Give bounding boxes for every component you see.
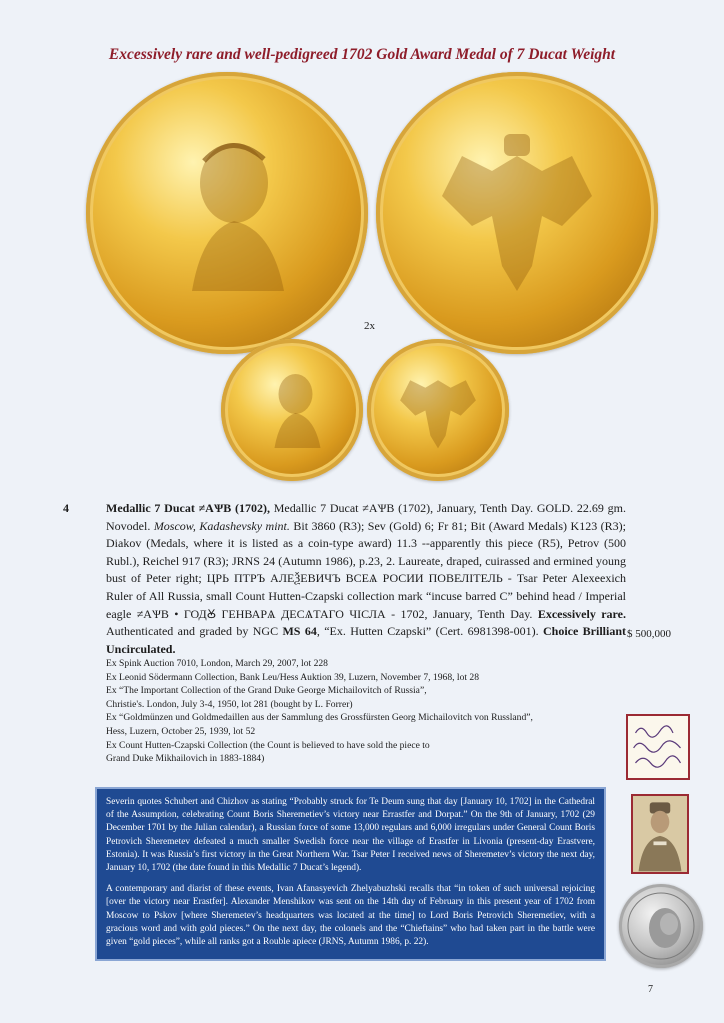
silver-medal-icon [619,884,703,968]
provenance-line: Ex Leonid Södermann Collection, Bank Leu/Hess Auktion 39, Luzern, November 7, 1968, lot 28 [106,671,480,683]
portrait-photo-icon [633,796,687,872]
provenance-list [106,657,533,766]
lot-text: Medallic 7 Ducat ≠АѰВ (1702), January, Tenth Day. GOLD. 22.69 gm. Novodel. [106,501,627,533]
lot-grade: MS 64 [282,624,317,639]
scale-label: 2x [364,320,375,332]
lot-price: $ 500,000 [627,628,671,640]
provenance-line: Grand Duke Mikhailovich in 1883-1884) [106,753,265,765]
portrait-photo [631,794,689,874]
coin-reverse-large [376,72,658,354]
lot-condition: Choice Brilliant Uncirculated. [106,624,627,656]
coin-reverse-small [367,339,509,481]
lot-description [106,500,626,658]
silver-medal [619,884,703,968]
double-headed-eagle-icon [390,360,486,460]
provenance-line: Christie's. London, July 3-4, 1950, lot 281 (bought by L. Forrer) [106,698,353,710]
provenance-line: Hess, Luzern, October 25, 1939, lot 52 [106,725,256,737]
signature-image [626,714,690,780]
lot-number: 4 [63,501,69,515]
coin-obverse-small [221,339,363,481]
signature-icon [628,716,688,778]
note-paragraph: Severin quotes Schubert and Chizhov as stating “Probably struck for Te Deum sung that day [January 10, 1702] in the Cathedral of the Assumption, celebrating Count Boris Sheremetiev’s victory near Errastfer and Dorpat.” On the 9th of January, 1702 (29 December 1701 by the Julian calendar), a Russian force of some 13,000 regulars and 6,000 irregulars under General Count Boris Petrovich Sheremetev defeated a much smaller Swedish force near the village of Erastfer in Livonia (present-day Erastvere, Estonia). It was Russia’s first victory in the Great Northern War. Tsar Peter I received news of Sheremetev’s victory the next day, January 10, 1702 (the date found in this Medallic 7 Ducat’s legend). [106,797,595,874]
lot-mint: Moscow, Kadashevsky mint. [153,518,290,533]
lot-text: Authenticated and graded by NGC [106,624,283,639]
page-title: Excessively rare and well-pedigreed 1702 Gold Award Medal of 7 Ducat Weight [108,46,616,63]
laureate-bust-icon [254,363,330,457]
lot-rarity: Excessively rare. [537,606,626,621]
coin-obverse-large [86,72,368,354]
provenance-line: Ex Count Hutten-Czapski Collection (the Count is believed to have sold the piece to [106,739,430,751]
provenance-line: Ex Spink Auction 7010, London, March 29, 2007, lot 228 [106,658,328,669]
page-number: 7 [648,984,653,995]
lot-title: Medallic 7 Ducat ≠АѰВ (1702), [106,501,270,515]
provenance-line: Ex “Goldmünzen und Goldmedaillen aus der Sammlung des Grossfürsten Georg Michailovitch von Russland”, [106,712,533,724]
note-paragraph: A contemporary and diarist of these events, Ivan Afanasyevich Zhelyabuzhski recalls that “in token of such universal rejoicing [over the victory near Erastfer]. Alexander Menshikov was sent on the 14th day of February in this present year of 1702 from Moscow to Pskov [where Sheremetev’s headquarters was located at the time] to Lord Boris Petrovich Sheremetiev, with a gracious word and with gold pieces.” On the next day, the colonels and the “Chieftains” who had taken part in the battle were given “gold pieces”, while all ranks got a Rouble apiece (JRNS, Autumn 1986, p. 22). [106,884,595,948]
lot-text: , “Ex. Hutten Czapski” (Cert. 6981398-001). [316,624,543,639]
provenance-line: Ex “The Important Collection of the Grand Duke George Michailovitch of Russia”, [106,685,427,697]
lot-text: Bit 3860 (R3); Sev (Gold) 6; Fr 81; Bit (Award Medals) K123 (R3); Diakov (Medals, where it is listed as a coin-type award) 11.3 --apparently this piece (R5), Petrov (500 Rubl.), Reichel 917 (R3); JRNS 24 (Autumn 1986), p.23, 2. Laureate, draped, cuirassed and ermined young bust of Peter right; ЦРЬ ПТРЪ АЛЕѮЕВИЧЪ ВСЕѦ РОСИИ ПОВЕЛІТЕЛЬ - Tsar Peter Alexeexich Ruler of All Russia, small Count Hutten-Czapski collection mark “incuse barred C” behind head / Imperial eagle ≠АѰВ • ГОДꙊ ГЕНВАРѦ ДЕСѦТАГО ЧІСЛА - 1702, January, Tenth Day. [106,518,627,621]
double-headed-eagle-icon [422,116,612,310]
historical-note-box [95,787,606,961]
laureate-bust-icon [152,121,302,305]
